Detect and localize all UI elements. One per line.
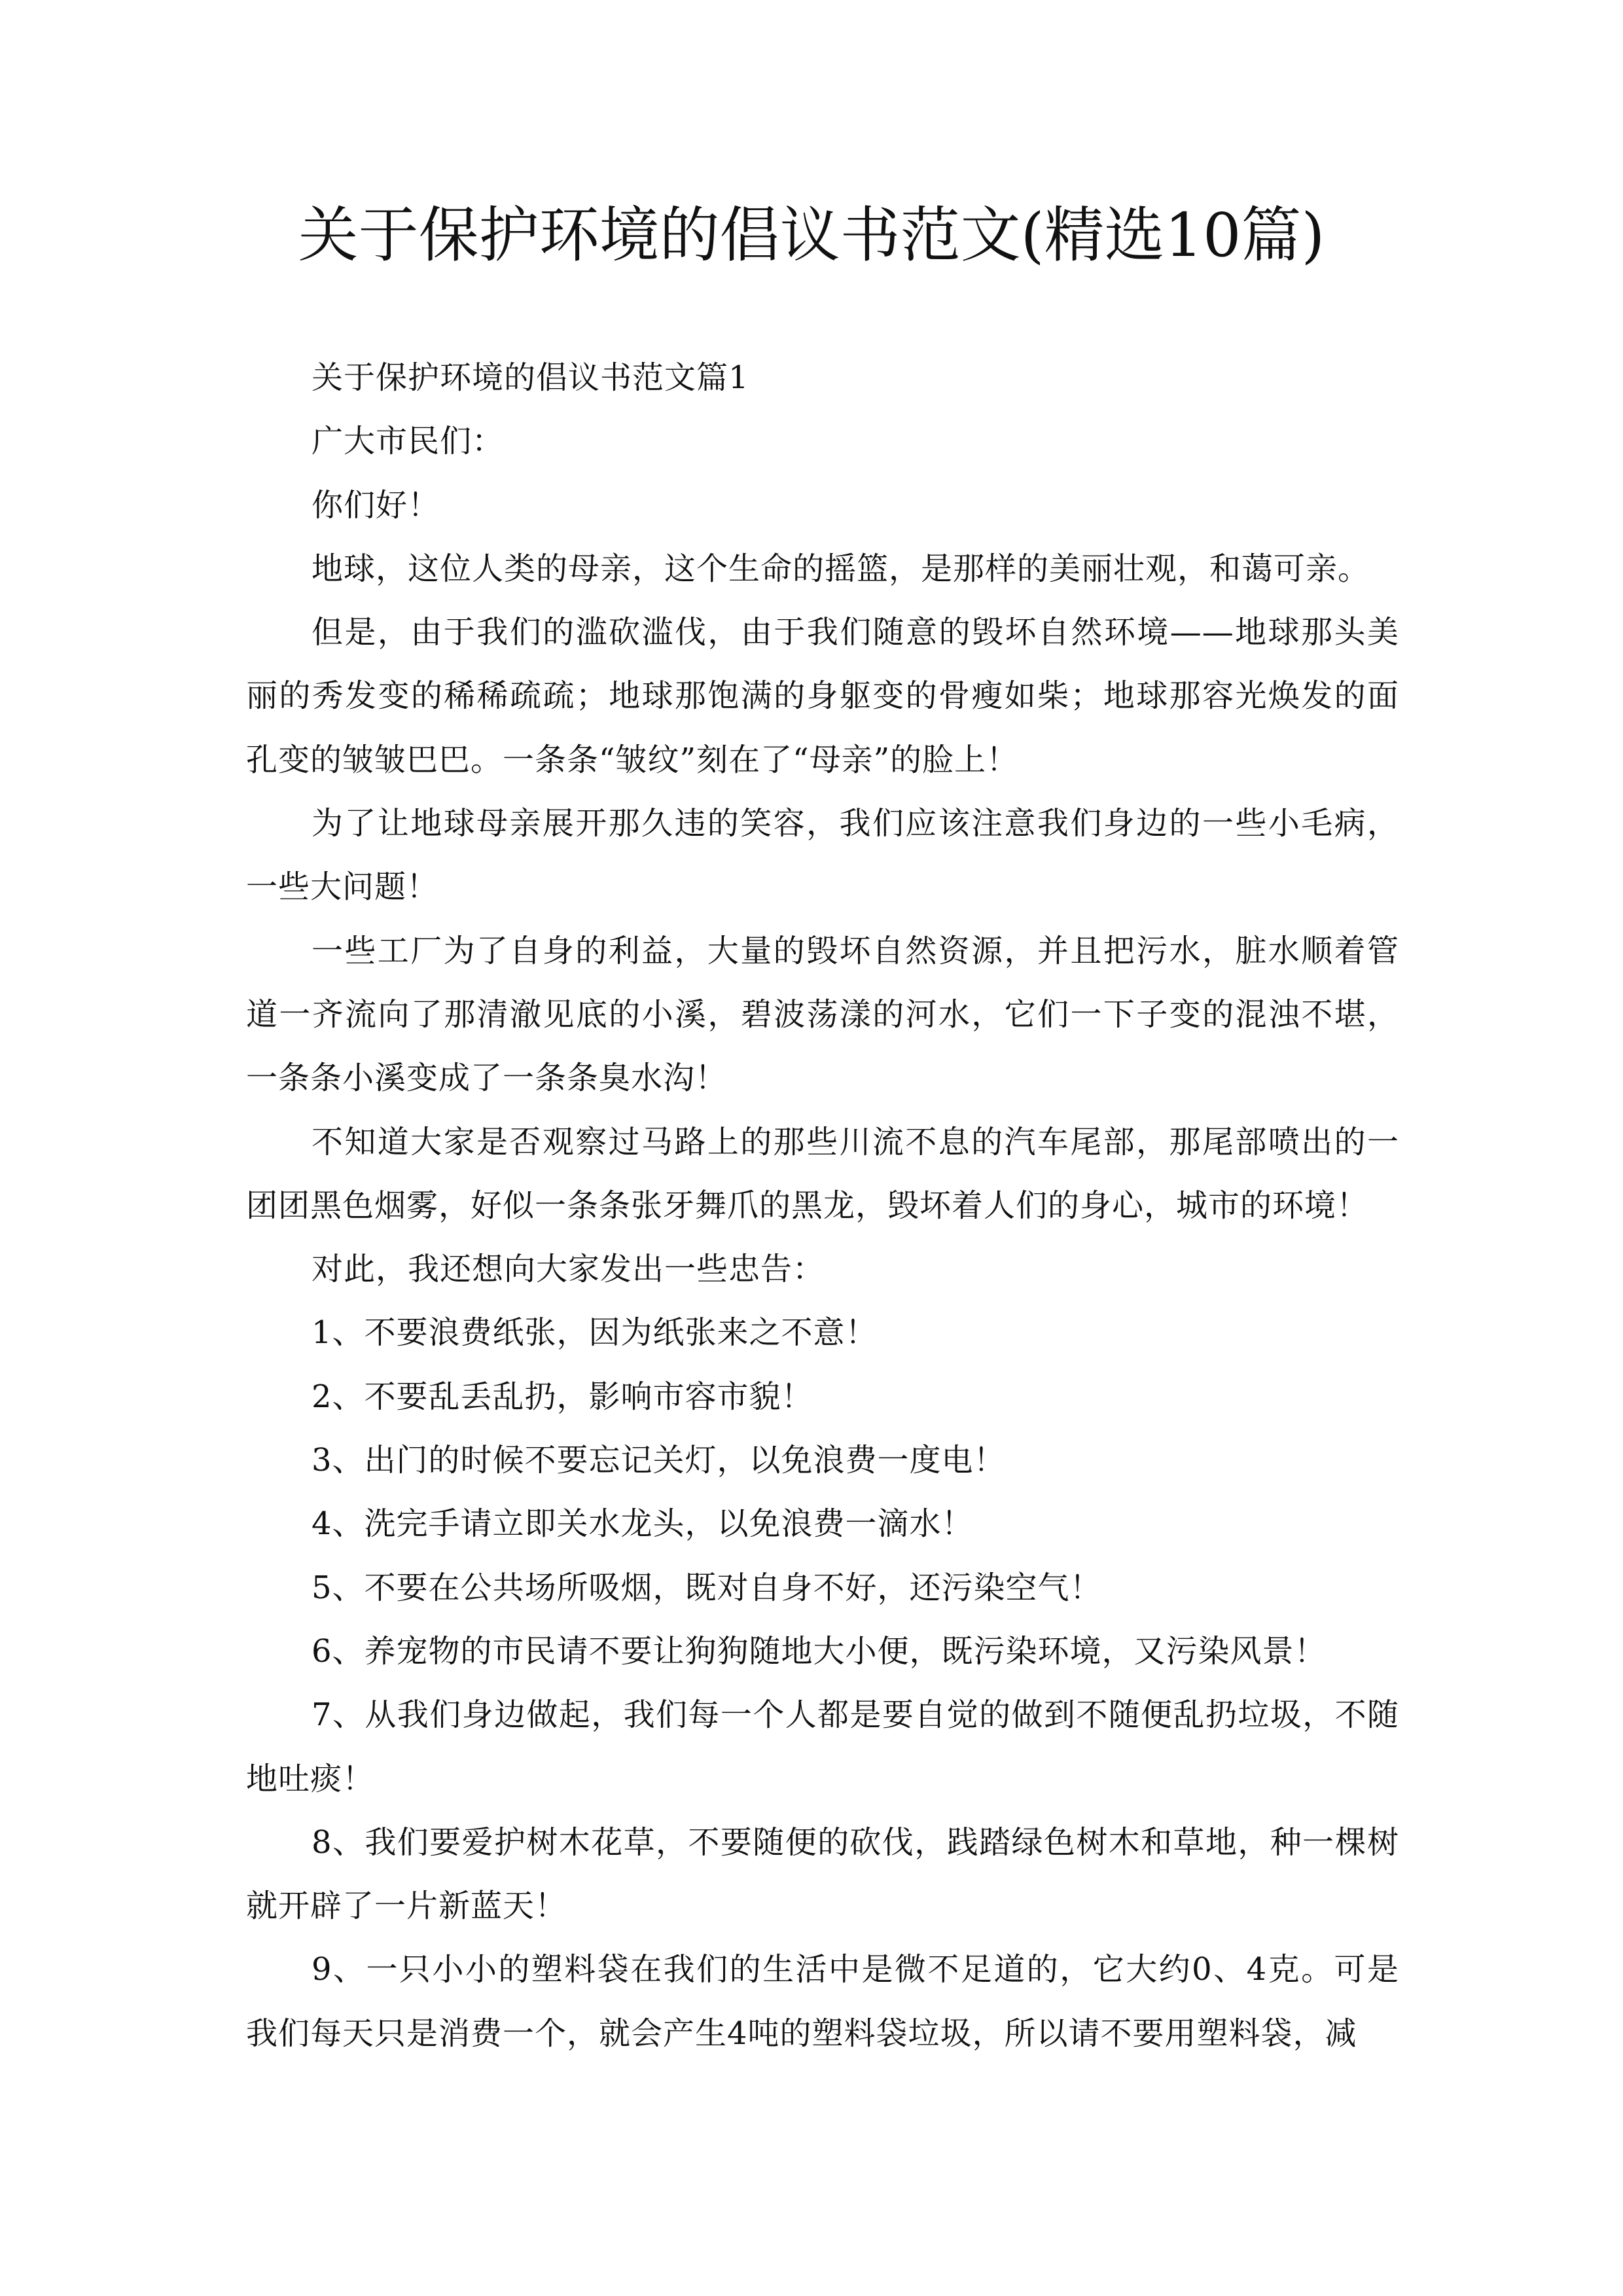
greeting: 你们好！	[312, 486, 440, 524]
paragraph: 为了让地球母亲展开那久违的笑容，我们应该注意我们身边的一些小毛病，一些大问题！	[246, 805, 1399, 906]
document-body	[246, 346, 1399, 2066]
paragraph: 地球，这位人类的母亲，这个生命的摇篮，是那样的美丽壮观，和蔼可亲。	[312, 550, 1370, 587]
list-item: 9、一只小小的塑料袋在我们的生活中是微不足道的，它大约0、4克。可是我们每天只是消费一个，就会产生4吨的塑料袋垃圾，所以请不要用塑料袋，减	[246, 1951, 1399, 2052]
list-item: 3、出门的时候不要忘记关灯，以免浪费一度电！	[312, 1442, 1006, 1479]
list-item: 8、我们要爱护树木花草，不要随便的砍伐，践踏绿色树木和草地，种一棵树就开辟了一片新蓝天！	[246, 1823, 1399, 1925]
paragraph: 一些工厂为了自身的利益，大量的毁坏自然资源，并且把污水，脏水顺着管道一齐流向了那清澈见底的小溪，碧波荡漾的河水，它们一下子变的混浊不堪，一条条小溪变成了一条条臭水沟！	[246, 932, 1399, 1097]
paragraph: 不知道大家是否观察过马路上的那些川流不息的汽车尾部，那尾部喷出的一团团黑色烟雾，好似一条条张牙舞爪的黑龙，毁坏着人们的身心，城市的环境！	[246, 1123, 1399, 1224]
salutation: 广大市民们：	[312, 423, 505, 460]
paragraph: 但是，由于我们的滥砍滥伐，由于我们随意的毁坏自然环境——地球那头美丽的秀发变的稀稀疏疏；地球那饱满的身躯变的骨瘦如柴；地球那容光焕发的面孔变的皱皱巴巴。一条条“皱纹”刻在了“母亲”的脸上！	[246, 614, 1399, 778]
list-item: 5、不要在公共场所吸烟，既对自身不好，还污染空气！	[312, 1569, 1102, 1606]
document-title: 关于保护环境的倡议书范文(精选10篇)	[298, 200, 1325, 270]
list-item: 4、洗完手请立即关水龙头，以免浪费一滴水！	[312, 1505, 974, 1543]
list-item: 1、不要浪费纸张，因为纸张来之不意！	[312, 1314, 878, 1352]
list-item: 2、不要乱丢乱扔，影响市容市貌！	[312, 1378, 813, 1415]
paragraph: 对此，我还想向大家发出一些忠告：	[312, 1251, 825, 1288]
list-item: 6、养宠物的市民请不要让狗狗随地大小便，既污染环境，又污染风景！	[312, 1632, 1327, 1670]
section-heading: 关于保护环境的倡议书范文篇1	[312, 359, 749, 396]
list-item: 7、从我们身边做起，我们每一个人都是要自觉的做到不随便乱扔垃圾，不随地吐痰！	[246, 1696, 1399, 1797]
